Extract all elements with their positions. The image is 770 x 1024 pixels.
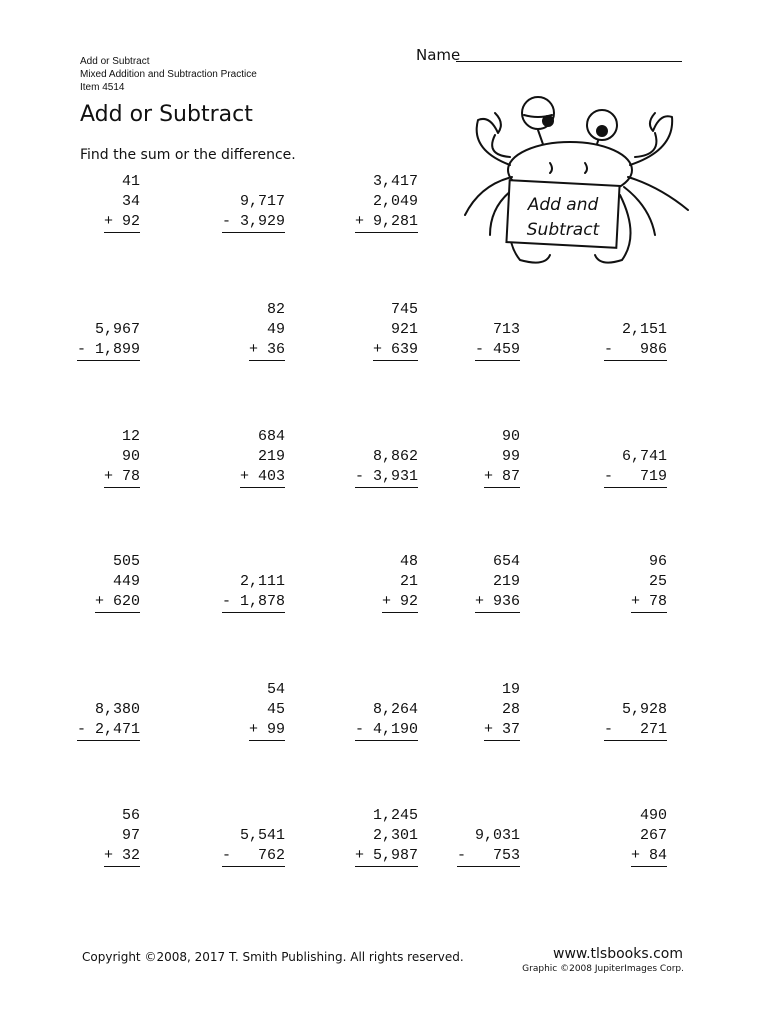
- problem: [185, 300, 285, 361]
- problem: [420, 320, 520, 361]
- copyright-notice: Copyright ©2008, 2017 T. Smith Publishing. All rights reserved.: [82, 950, 464, 964]
- problem: [185, 680, 285, 741]
- operand-with-operator: + 92: [382, 592, 418, 613]
- sign-text-line-2: Subtract: [526, 220, 600, 240]
- operand: 8,862: [372, 448, 418, 465]
- problem: [40, 427, 140, 488]
- operand: 49: [266, 321, 285, 338]
- problem: [40, 806, 140, 867]
- operand-with-operator: - 753: [457, 846, 520, 867]
- operand: 219: [492, 573, 520, 590]
- operand: 2,301: [372, 827, 418, 844]
- operand: 34: [121, 193, 140, 210]
- operand-with-operator: + 620: [95, 592, 140, 613]
- problem: [420, 552, 520, 613]
- operand: 713: [492, 321, 520, 338]
- operand: 21: [399, 573, 418, 590]
- operand-with-operator: - 719: [604, 467, 667, 488]
- problem: [567, 320, 667, 361]
- operand-with-operator: + 36: [249, 340, 285, 361]
- website-link[interactable]: www.tlsbooks.com: [553, 946, 683, 962]
- crab-illustration: [450, 95, 700, 275]
- operand-with-operator: - 3,931: [355, 467, 418, 488]
- operand-with-operator: + 936: [475, 592, 520, 613]
- name-field-line[interactable]: [456, 61, 682, 62]
- operand: 921: [390, 321, 418, 338]
- problem: [185, 427, 285, 488]
- operand-with-operator: + 78: [631, 592, 667, 613]
- operand: 219: [257, 448, 285, 465]
- operand-with-operator: + 32: [104, 846, 140, 867]
- problem: [185, 826, 285, 867]
- problem: [40, 552, 140, 613]
- problem: [318, 172, 418, 233]
- problem: [40, 700, 140, 741]
- instructions: Find the sum or the difference.: [80, 147, 296, 163]
- operand: 48: [399, 553, 418, 570]
- operand: 745: [390, 301, 418, 318]
- graphic-credit: Graphic ©2008 JupiterImages Corp.: [522, 964, 684, 974]
- operand: 41: [121, 173, 140, 190]
- header-info: [80, 55, 257, 94]
- operand-with-operator: + 78: [104, 467, 140, 488]
- problem: [420, 826, 520, 867]
- problem: [185, 572, 285, 613]
- problem: [185, 192, 285, 233]
- operand: 45: [266, 701, 285, 718]
- operand: 505: [112, 553, 140, 570]
- problem: [567, 806, 667, 867]
- operand-with-operator: + 99: [249, 720, 285, 741]
- operand-with-operator: + 639: [373, 340, 418, 361]
- operand: 449: [112, 573, 140, 590]
- operand-with-operator: - 459: [475, 340, 520, 361]
- operand: 90: [121, 448, 140, 465]
- problem: [420, 680, 520, 741]
- operand-with-operator: - 1,899: [77, 340, 140, 361]
- problem: [420, 427, 520, 488]
- operand: 5,967: [94, 321, 140, 338]
- operand: 99: [501, 448, 520, 465]
- operand: 96: [648, 553, 667, 570]
- operand-with-operator: + 87: [484, 467, 520, 488]
- operand: 267: [639, 827, 667, 844]
- operand: 19: [501, 681, 520, 698]
- problem: [318, 552, 418, 613]
- header-line-3: Item 4514: [80, 82, 125, 93]
- operand: 2,151: [621, 321, 667, 338]
- operand: 490: [639, 807, 667, 824]
- operand-with-operator: - 762: [222, 846, 285, 867]
- operand: 684: [257, 428, 285, 445]
- operand: 25: [648, 573, 667, 590]
- operand-with-operator: - 1,878: [222, 592, 285, 613]
- page-title: Add or Subtract: [80, 102, 253, 127]
- operand-with-operator: - 986: [604, 340, 667, 361]
- operand: 54: [266, 681, 285, 698]
- problem: [567, 447, 667, 488]
- operand-with-operator: - 4,190: [355, 720, 418, 741]
- name-label: Name: [416, 46, 461, 64]
- operand: 90: [501, 428, 520, 445]
- operand: 12: [121, 428, 140, 445]
- problem: [318, 300, 418, 361]
- operand-with-operator: - 2,471: [77, 720, 140, 741]
- operand-with-operator: + 5,987: [355, 846, 418, 867]
- header-line-2: Mixed Addition and Subtraction Practice: [80, 69, 257, 80]
- operand-with-operator: - 3,929: [222, 212, 285, 233]
- operand-with-operator: + 37: [484, 720, 520, 741]
- problem: [318, 806, 418, 867]
- problem: [318, 447, 418, 488]
- problem: [567, 700, 667, 741]
- operand-with-operator: + 403: [240, 467, 285, 488]
- operand-with-operator: + 9,281: [355, 212, 418, 233]
- operand: 5,928: [621, 701, 667, 718]
- operand: 97: [121, 827, 140, 844]
- operand: 3,417: [372, 173, 418, 190]
- operand-with-operator: + 92: [104, 212, 140, 233]
- operand: 654: [492, 553, 520, 570]
- sign-text-line-1: Add and: [527, 195, 599, 215]
- header-line-1: Add or Subtract: [80, 56, 150, 67]
- operand: 1,245: [372, 807, 418, 824]
- operand: 8,264: [372, 701, 418, 718]
- operand: 6,741: [621, 448, 667, 465]
- operand: 2,111: [239, 573, 285, 590]
- operand: 2,049: [372, 193, 418, 210]
- operand: 28: [501, 701, 520, 718]
- operand: 8,380: [94, 701, 140, 718]
- operand-with-operator: + 84: [631, 846, 667, 867]
- problem: [40, 172, 140, 233]
- operand: 82: [266, 301, 285, 318]
- operand: 5,541: [239, 827, 285, 844]
- problem: [318, 700, 418, 741]
- operand-with-operator: - 271: [604, 720, 667, 741]
- operand: 9,717: [239, 193, 285, 210]
- problem: [40, 320, 140, 361]
- problem: [567, 552, 667, 613]
- operand: 56: [121, 807, 140, 824]
- operand: 9,031: [474, 827, 520, 844]
